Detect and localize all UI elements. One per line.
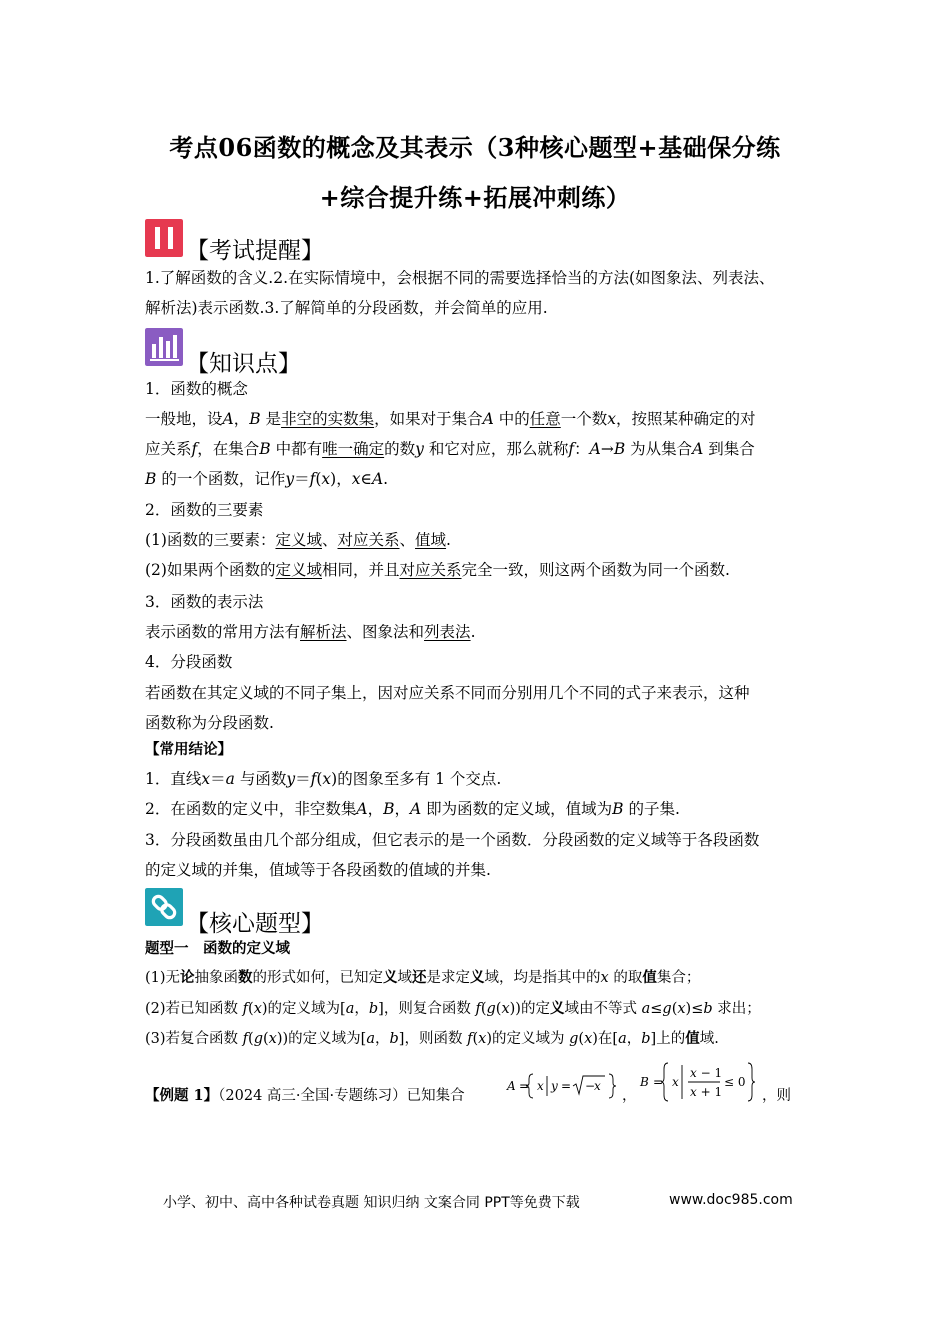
exam-reminder-line1: 1.了解函数的含义.2.在实际情境中，会根据不同的需要选择恰当的方法(如图象法、列表法、: [145, 269, 775, 287]
piecewise-title: 4．分段函数: [145, 653, 233, 671]
function-concept-title: 1．函数的概念: [145, 380, 248, 398]
three-elements-title: 2．函数的三要素: [145, 501, 264, 519]
representation-title: 3．函数的表示法: [145, 593, 264, 611]
representation-line1: 表示函数的常用方法有解析法、图象法和列表法.: [145, 623, 476, 641]
svg-text:x: x: [537, 1079, 544, 1093]
function-concept-line3: B 的一个函数，记作y＝f(x)，x∈A.: [145, 470, 389, 488]
question-type-1: 题型一 函数的定义域: [145, 941, 290, 957]
piecewise-line1: 若函数在其定义域的不同子集上，因对应关系不同而分别用几个不同的式子来表示，这种: [145, 684, 750, 702]
core-heading: 【核心题型】: [186, 911, 324, 937]
svg-text:B: B: [640, 1075, 649, 1089]
conclusions-heading: 【常用结论】: [145, 742, 232, 758]
piecewise-line2: 函数称为分段函数.: [145, 714, 274, 732]
svg-text:x: x: [594, 1079, 601, 1093]
svg-text:=: =: [653, 1075, 664, 1089]
example-separator: ，: [622, 1088, 637, 1104]
link-icon: [145, 888, 183, 926]
pause-icon: [145, 219, 183, 257]
conclusion-1: 1．直线x＝a 与函数y＝f(x)的图象至多有 1 个交点.: [145, 770, 502, 788]
type1-point-2: (2)若已知函数 f(x)的定义域为[a，b]，则复合函数 f(g(x))的定义域由不等式 a≤g(x)≤b 求出；: [145, 1000, 761, 1017]
svg-text:≤ 0: ≤ 0: [724, 1075, 746, 1089]
function-concept-line2: 应关系f，在集合B 中都有唯一确定的数y 和它对应，那么就称f：A→B 为从集合A 到集合: [145, 440, 755, 458]
exam-reminder-line2: 解析法)表示函数.3.了解简单的分段函数，并会简单的应用.: [145, 299, 548, 317]
example-source: （2024 高三·全国·专题练习）已知集合: [218, 1088, 465, 1104]
svg-text:−: −: [585, 1079, 596, 1093]
svg-text:x + 1: x + 1: [690, 1085, 723, 1099]
type1-point-3: (3)若复合函数 f(g(x))的定义域为[a，b]，则函数 f(x)的定义域为 g(x)在[a，b]上的值域.: [145, 1030, 719, 1047]
svg-text:=: =: [561, 1079, 572, 1093]
conclusion-2: 2．在函数的定义中，非空数集A，B，A 即为函数的定义域，值域为B 的子集.: [145, 800, 680, 818]
svg-text:x: x: [672, 1075, 679, 1089]
three-elements-line1: (1)函数的三要素：定义域、对应关系、值域.: [145, 531, 451, 549]
example-label: 【例题 1】: [145, 1087, 219, 1104]
function-concept-line1: 一般地，设A，B 是非空的实数集，如果对于集合A 中的任意一个数x，按照某种确定的对: [145, 410, 756, 428]
example-tail: ，则: [762, 1088, 791, 1104]
svg-text:x − 1: x − 1: [690, 1066, 723, 1080]
set-b-formula: [638, 1060, 762, 1104]
bar-chart-icon: [145, 328, 183, 366]
conclusion-3-line2: 的定义域的并集，值域等于各段函数的值域的并集.: [145, 861, 491, 879]
svg-text:y: y: [551, 1079, 558, 1093]
example-1: [145, 1084, 465, 1105]
type1-point-1: (1)无论抽象函数的形式如何，已知定义域还是求定义域，均是指其中的x 的取值集合；: [145, 969, 701, 986]
footer-link[interactable]: www.doc985.com: [669, 1192, 793, 1208]
exam-reminder-heading: 【考试提醒】: [186, 238, 324, 264]
three-elements-line2: (2)如果两个函数的定义域相同，并且对应关系完全一致，则这两个函数为同一个函数.: [145, 561, 730, 579]
page-title-line2: +综合提升练+拓展冲刺练）: [319, 183, 631, 212]
page-title-line1: 考点06函数的概念及其表示（3种核心题型+基础保分练: [169, 133, 781, 162]
footer-text: 小学、初中、高中各种试卷真题 知识归纳 文案合同 PPT等免费下载: [163, 1195, 580, 1211]
conclusion-3-line1: 3．分段函数虽由几个部分组成，但它表示的是一个函数．分段函数的定义域等于各段函数: [145, 831, 760, 849]
svg-text:A: A: [507, 1079, 516, 1093]
set-a-formula: [505, 1070, 623, 1102]
knowledge-heading: 【知识点】: [186, 351, 301, 377]
svg-text:=: =: [519, 1079, 530, 1093]
